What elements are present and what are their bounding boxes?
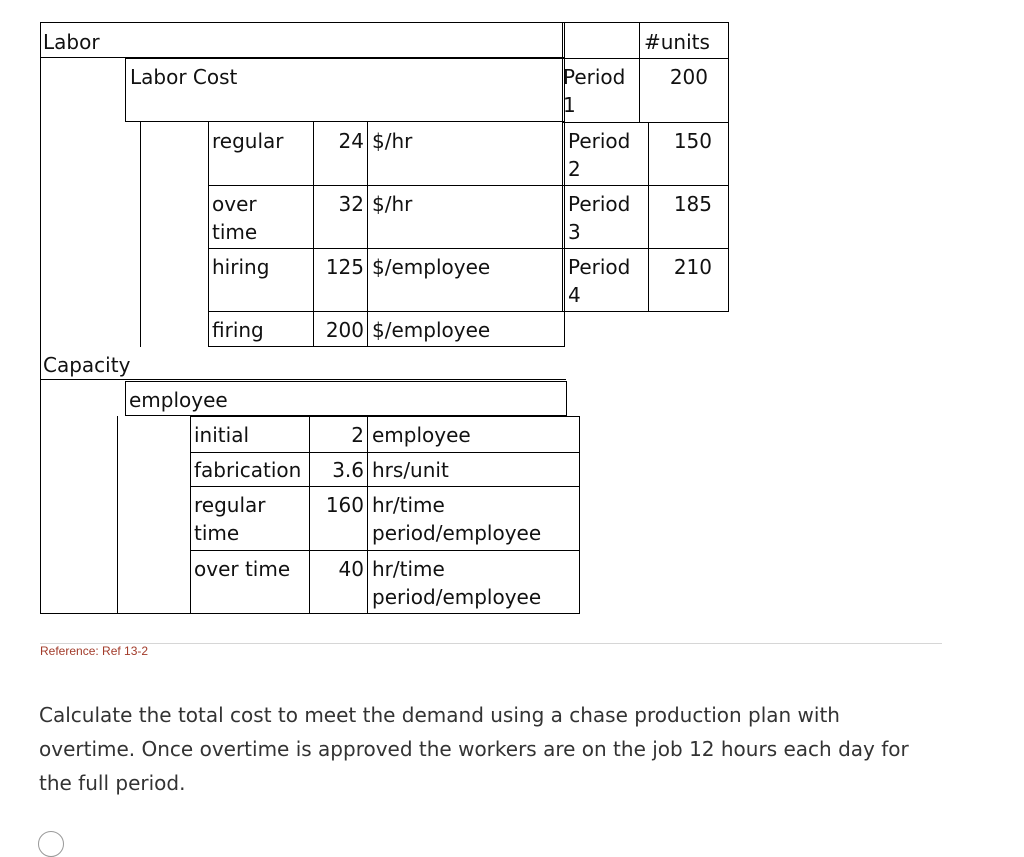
labor-rate-value: 125 xyxy=(325,255,364,279)
labor-row-divider xyxy=(208,248,565,249)
capacity-row-divider xyxy=(190,452,580,453)
labor-rate-value: 24 xyxy=(338,129,364,153)
labor-cost-label: Labor Cost xyxy=(130,65,238,89)
demand-row-divider xyxy=(562,185,729,186)
labor-rate-unit: $/employee xyxy=(372,318,491,342)
demand-period-label: Period 1 xyxy=(563,65,626,117)
capacity-row-divider xyxy=(190,486,580,487)
demand-period-label: Period 4 xyxy=(568,255,631,307)
labor-rate-name: hiring xyxy=(212,255,270,279)
capacity-unit: hr/time period/employee xyxy=(372,493,542,545)
reference-label: Reference: Ref 13-2 xyxy=(40,644,149,658)
labor-col-divider xyxy=(313,122,314,347)
capacity-unit: hr/time period/employee xyxy=(372,557,542,609)
demand-row-divider xyxy=(562,248,729,249)
labor-col-divider xyxy=(367,122,368,347)
demand-row-divider xyxy=(562,58,729,59)
capacity-col-divider xyxy=(367,416,368,614)
capacity-value: 3.6 xyxy=(332,458,364,482)
capacity-section-label: Capacity xyxy=(43,353,131,377)
capacity-row-divider xyxy=(190,550,580,551)
demand-period-label: Period 3 xyxy=(568,192,631,244)
capacity-bottom-border xyxy=(40,613,191,614)
labor-indent-border xyxy=(140,122,141,347)
capacity-name: over time xyxy=(194,557,291,581)
demand-period-units: 210 xyxy=(673,255,712,279)
capacity-name: fabrication xyxy=(194,458,302,482)
capacity-name: regular time xyxy=(194,493,266,545)
capacity-indent-border xyxy=(117,416,118,614)
labor-rate-value: 200 xyxy=(325,318,364,342)
capacity-name: initial xyxy=(194,423,249,447)
capacity-value: 2 xyxy=(351,423,364,447)
labor-row-divider xyxy=(208,185,565,186)
question-text: Calculate the total cost to meet the demand using a chase production plan with overtime. Once overtime is approved the workers are on the job 12 hours each day for the full period. xyxy=(39,703,909,795)
capacity-value: 160 xyxy=(325,493,364,517)
labor-header-box xyxy=(40,22,565,58)
demand-period-units: 185 xyxy=(673,192,712,216)
employee-label: employee xyxy=(129,388,228,412)
capacity-value: 40 xyxy=(338,557,364,581)
demand-row-divider xyxy=(562,122,729,123)
labor-row-divider xyxy=(208,311,565,312)
labor-rate-unit: $/hr xyxy=(372,129,413,153)
labor-left-border xyxy=(40,58,41,380)
capacity-unit: hrs/unit xyxy=(372,458,449,482)
labor-rate-unit: $/hr xyxy=(372,192,413,216)
labor-rate-name: firing xyxy=(212,318,264,342)
capacity-unit: employee xyxy=(372,423,471,447)
section-divider xyxy=(40,643,942,644)
demand-period-label: Period 2 xyxy=(568,129,631,181)
answer-radio[interactable] xyxy=(38,831,64,857)
labor-rate-unit: $/employee xyxy=(372,255,491,279)
labor-section-label: Labor xyxy=(43,30,100,54)
demand-header: #units xyxy=(644,30,710,54)
labor-rate-name: over time xyxy=(212,192,258,244)
demand-period-units: 200 xyxy=(669,65,708,89)
demand-period-units: 150 xyxy=(673,129,712,153)
labor-rate-name: regular xyxy=(212,129,284,153)
demand-col-divider xyxy=(648,122,649,312)
capacity-left-border xyxy=(40,380,41,614)
labor-bottom-border xyxy=(40,379,566,380)
labor-rate-value: 32 xyxy=(338,192,364,216)
